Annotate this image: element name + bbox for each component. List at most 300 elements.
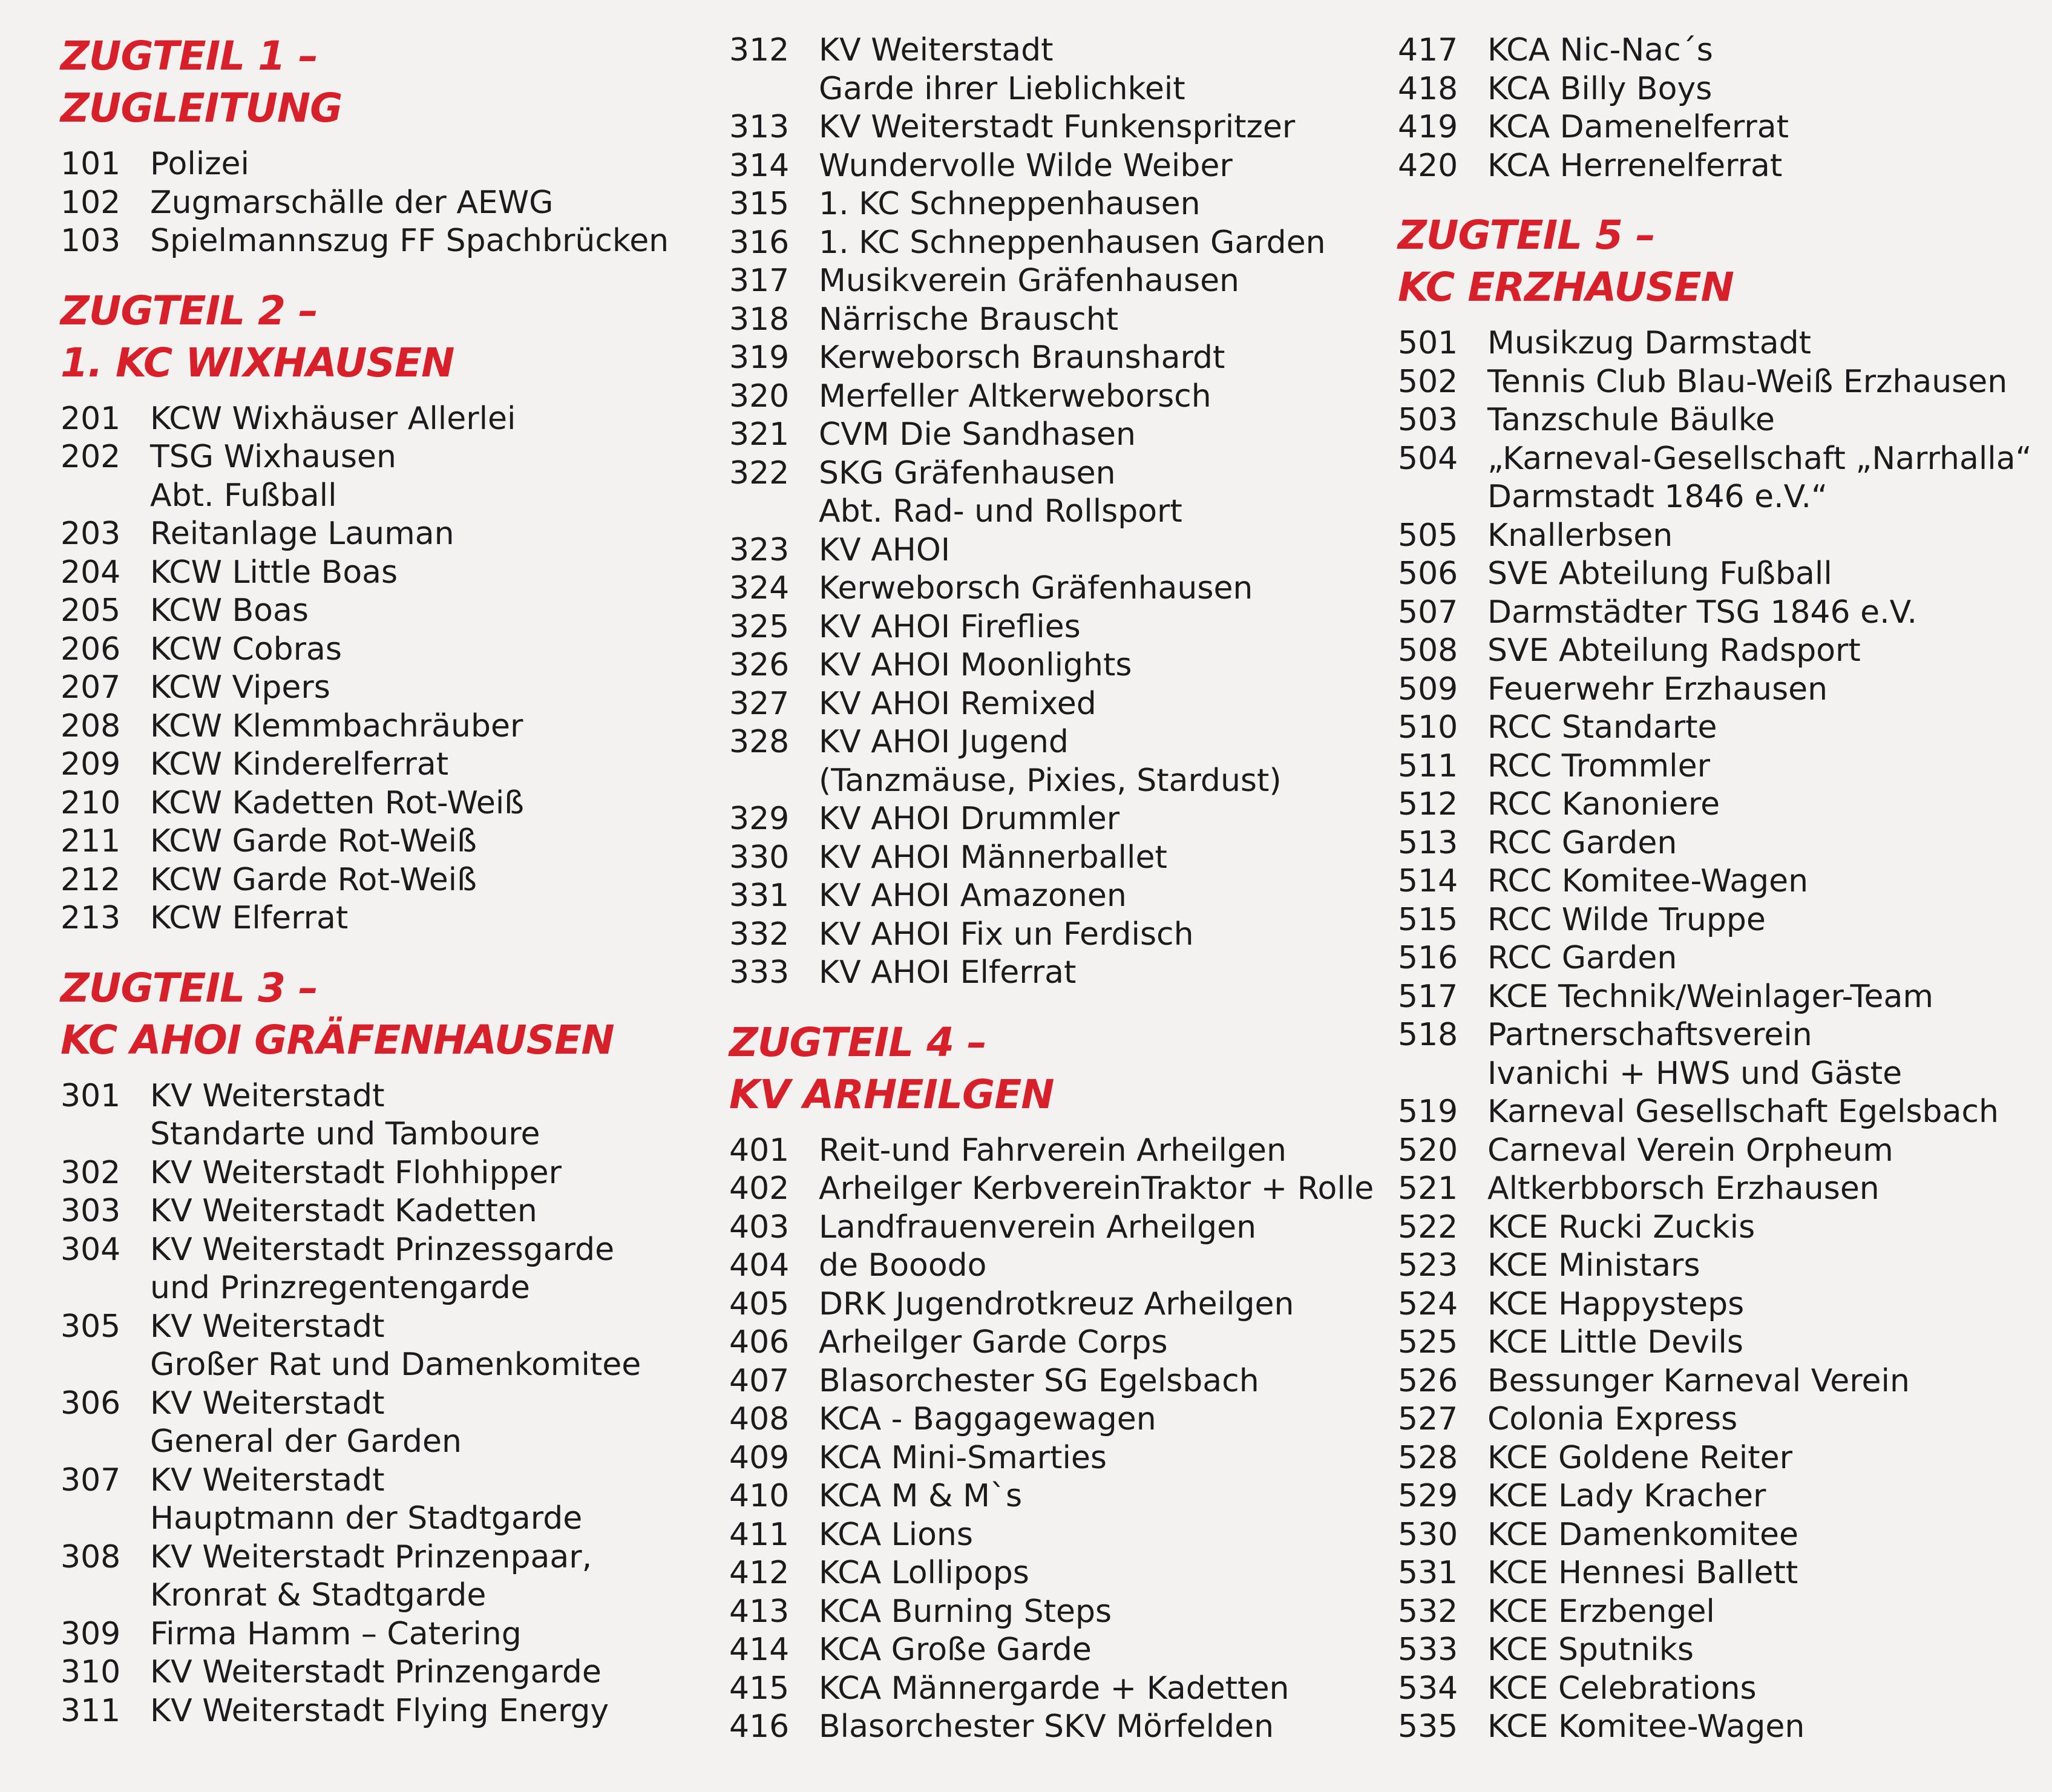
entry-number: 510: [1398, 709, 1458, 746]
entry-name-line: Blasorchester SKV Mörfelden: [819, 1708, 1274, 1745]
entry-number: 525: [1398, 1324, 1458, 1360]
entry-name-line: Großer Rat und Damenkomitee: [150, 1347, 641, 1383]
list-item: [1398, 1016, 2051, 1093]
entry-number: 310: [61, 1654, 121, 1690]
entry-name: [819, 531, 1383, 570]
entry-name: [819, 1439, 1383, 1478]
entry-name: [150, 1154, 714, 1193]
entry-name: [1487, 594, 2051, 632]
entry-name-line: KCW Garde Rot-Weiß: [150, 823, 477, 859]
list-item: [729, 800, 1383, 839]
list-item: [61, 1154, 714, 1193]
entry-name-line: KV Weiterstadt Prinzessgarde: [150, 1231, 615, 1268]
entry-name: [150, 1077, 714, 1154]
entry-name: [1487, 363, 2051, 402]
entry-name: [819, 1593, 1383, 1632]
entry-number: 330: [729, 839, 790, 876]
entry-name: [150, 861, 714, 900]
entry-name-line: KV Weiterstadt Flying Energy: [150, 1692, 609, 1729]
entry-name: [1487, 1554, 2051, 1593]
entry-name: [819, 378, 1383, 416]
entry-name: [819, 1285, 1383, 1324]
entry-number: 535: [1398, 1708, 1458, 1745]
entry-number: 515: [1398, 901, 1458, 938]
entry-number: 317: [729, 263, 790, 299]
entry-number: 407: [729, 1362, 790, 1399]
list-item: [729, 1708, 1383, 1747]
entry-name-line: Hauptmann der Stadtgarde: [150, 1500, 583, 1537]
entry-name: [150, 592, 714, 631]
list-item: [61, 592, 714, 631]
entry-name-line: TSG Wixhausen: [150, 439, 396, 475]
section-heading-line: ZUGTEIL 4 –: [729, 1019, 987, 1066]
entry-name: [819, 1554, 1383, 1593]
entry-name: [150, 1538, 714, 1615]
list-item: [1398, 824, 2051, 863]
entry-name: [1487, 324, 2051, 363]
list-item: [61, 1615, 714, 1654]
section-heading-line: KC AHOI GRÄFENHAUSEN: [61, 1016, 614, 1063]
entry-number: 319: [729, 340, 790, 376]
entry-name-line: RCC Garden: [1487, 824, 1677, 861]
entry-number: 307: [61, 1462, 121, 1498]
list-item: [1398, 632, 2051, 671]
entry-name: [819, 877, 1383, 916]
entry-name-line: 1. KC Schneppenhausen: [819, 186, 1201, 222]
entry-number: 327: [729, 685, 790, 722]
entry-number: 316: [729, 224, 790, 261]
entry-name-line: SVE Abteilung Fußball: [1487, 556, 1832, 592]
entry-number: 305: [61, 1308, 121, 1345]
entry-name-line: Feuerwehr Erzhausen: [1487, 671, 1828, 707]
entry-number: 511: [1398, 747, 1458, 784]
entry-name: [819, 31, 1383, 108]
entry-number: 418: [1398, 70, 1458, 107]
list-item: [61, 1077, 714, 1154]
entry-number: 529: [1398, 1478, 1458, 1514]
list-item: [729, 1247, 1383, 1285]
entry-name: [819, 301, 1383, 340]
list-item: [61, 1231, 714, 1308]
list-item: [729, 262, 1383, 301]
entry-name: [819, 1670, 1383, 1708]
entry-name: [1487, 978, 2051, 1017]
entry-name-line: Abt. Rad- und Rollsport: [819, 493, 1182, 530]
entry-number: 309: [61, 1615, 121, 1652]
entry-number: 302: [61, 1154, 121, 1191]
entry-number: 412: [729, 1555, 790, 1591]
list-item: [1398, 671, 2051, 709]
section-spacer: [729, 1121, 1383, 1132]
entry-name-line: Landfrauenverein Arheilgen: [819, 1209, 1257, 1246]
list-item: [729, 185, 1383, 224]
entry-name: [150, 822, 714, 861]
entry-name: [819, 147, 1383, 186]
entry-name-line: Arheilger KerbvereinTraktor + Rolle: [819, 1170, 1374, 1207]
entry-name-line: Abt. Fußball: [150, 477, 337, 514]
section-heading: [61, 285, 714, 389]
list-item: [61, 554, 714, 592]
entry-number: 326: [729, 647, 790, 683]
entry-name-line: KV Weiterstadt Prinzengarde: [150, 1654, 602, 1690]
entry-name-line: Wundervolle Wilde Weiber: [819, 147, 1233, 184]
entry-name-line: KCE Erzbengel: [1487, 1593, 1715, 1630]
entry-name: [1487, 1209, 2051, 1247]
entry-number: 203: [61, 516, 121, 552]
section-heading-line: KV ARHEILGEN: [729, 1071, 1054, 1118]
list-item: [729, 1209, 1383, 1247]
list-item: [61, 784, 714, 823]
entry-name: [1487, 555, 2051, 594]
entry-name: [819, 1516, 1383, 1555]
list-item: [729, 1670, 1383, 1708]
entry-number: 204: [61, 554, 121, 591]
entry-number: 411: [729, 1516, 790, 1553]
entry-name-line: Polizei: [150, 146, 249, 182]
entry-name-line: Garde ihrer Lieblichkeit: [819, 70, 1185, 107]
entry-name: [1487, 517, 2051, 556]
entry-number: 318: [729, 301, 790, 338]
entry-name-line: KCW Little Boas: [150, 554, 398, 591]
entry-name-line: KCW Cobras: [150, 631, 342, 668]
entry-name-line: Musikverein Gräfenhausen: [819, 263, 1240, 299]
entry-number: 205: [61, 592, 121, 629]
entry-name-line: Zugmarschälle der AEWG: [150, 184, 554, 221]
list-item: [1398, 1516, 2051, 1555]
entry-number: 303: [61, 1193, 121, 1229]
entry-name-line: und Prinzregentengarde: [150, 1270, 530, 1306]
entry-name-line: KCE Lady Kracher: [1487, 1478, 1766, 1514]
entry-name-line: KCW Kinderelferrat: [150, 746, 449, 783]
list-item: [61, 1692, 714, 1731]
entry-number: 306: [61, 1385, 121, 1422]
entry-number: 523: [1398, 1247, 1458, 1284]
entry-name: [150, 1308, 714, 1385]
list-item: [729, 531, 1383, 570]
entry-name-line: RCC Standarte: [1487, 709, 1717, 746]
entry-name: [1487, 786, 2051, 824]
entry-name: [1487, 1477, 2051, 1516]
entry-name-line: Carneval Verein Orpheum: [1487, 1132, 1893, 1169]
list-item: [729, 916, 1383, 954]
entry-name: [1487, 1132, 2051, 1170]
list-item: [61, 1192, 714, 1231]
entry-number: 501: [1398, 325, 1458, 361]
list-item: [61, 184, 714, 223]
entry-name-line: de Booodo: [819, 1247, 987, 1284]
list-item: [1398, 1324, 2051, 1362]
list-item: [1398, 786, 2051, 824]
entry-number: 420: [1398, 147, 1458, 184]
entry-name: [1487, 401, 2051, 440]
entry-name-line: General der Garden: [150, 1423, 462, 1460]
entry-name-line: KCW Wixhäuser Allerlei: [150, 400, 516, 437]
entry-number: 312: [729, 32, 790, 68]
list-item: [1398, 31, 2051, 70]
entry-number: 333: [729, 954, 790, 991]
entry-number: 102: [61, 184, 121, 221]
list-item: [1398, 1593, 2051, 1632]
entry-number: 314: [729, 147, 790, 184]
list-item: [729, 1170, 1383, 1209]
entry-number: 502: [1398, 363, 1458, 400]
entry-name: [819, 608, 1383, 647]
entry-name-line: KCW Garde Rot-Weiß: [150, 861, 477, 898]
list-item: [1398, 1400, 2051, 1439]
entry-name-line: KV AHOI: [819, 531, 951, 568]
entry-name-line: Standarte und Tamboure: [150, 1116, 540, 1152]
list-item: [1398, 901, 2051, 940]
entry-name: [150, 1192, 714, 1231]
entry-number: 417: [1398, 32, 1458, 68]
entry-name-line: Bessunger Karneval Verein: [1487, 1362, 1910, 1399]
entry-number: 202: [61, 439, 121, 475]
list-item: [61, 899, 714, 938]
entry-number: 207: [61, 669, 121, 706]
list-item: [729, 1477, 1383, 1516]
entry-number: 212: [61, 861, 121, 898]
entry-name-line: Kronrat & Stadtgarde: [150, 1577, 487, 1613]
entry-name-line: KCA Männergarde + Kadetten: [819, 1670, 1290, 1707]
entry-name-line: RCC Kanoniere: [1487, 786, 1720, 822]
entry-number: 328: [729, 724, 790, 760]
entry-number: 531: [1398, 1555, 1458, 1591]
entry-name: [1487, 824, 2051, 863]
list-item: [729, 108, 1383, 147]
list-item: [61, 1538, 714, 1615]
entry-name-line: KCE Hennesi Ballett: [1487, 1555, 1798, 1591]
entry-number: 530: [1398, 1516, 1458, 1553]
entry-name-line: KV AHOI Amazonen: [819, 878, 1127, 914]
entry-name-line: Partnerschaftsverein: [1487, 1017, 1812, 1053]
list-item: [729, 1132, 1383, 1170]
entry-name-line: Merfeller Altkerweborsch: [819, 378, 1211, 415]
entry-number: 519: [1398, 1094, 1458, 1130]
section-spacer: [61, 389, 714, 400]
entry-number: 517: [1398, 978, 1458, 1015]
entry-number: 313: [729, 109, 790, 145]
list-item: [1398, 939, 2051, 978]
entry-name: [1487, 147, 2051, 186]
entry-number: 521: [1398, 1170, 1458, 1207]
entry-name-line: KCW Klemmbachräuber: [150, 707, 523, 744]
entry-number: 325: [729, 608, 790, 645]
entry-name: [1487, 1631, 2051, 1670]
entry-name: [1487, 709, 2051, 747]
entry-name-line: 1. KC Schneppenhausen Garden: [819, 224, 1326, 261]
entry-name-line: KCW Boas: [150, 592, 309, 629]
entry-name-line: KCE Rucki Zuckis: [1487, 1209, 1755, 1246]
entry-name-line: KCA Nic-Nac´s: [1487, 32, 1713, 68]
entry-number: 503: [1398, 402, 1458, 438]
entry-name-line: KV AHOI Remixed: [819, 685, 1096, 722]
entry-name: [150, 1462, 714, 1538]
entry-number: 406: [729, 1324, 790, 1360]
list-item: [61, 669, 714, 707]
entry-name-line: KCA Lollipops: [819, 1555, 1029, 1591]
list-item: [729, 646, 1383, 685]
entry-number: 507: [1398, 594, 1458, 631]
list-item: [61, 707, 714, 746]
entry-name-line: KV Weiterstadt Prinzenpaar,: [150, 1538, 592, 1575]
entry-name: [150, 400, 714, 439]
entry-name-line: KV Weiterstadt: [150, 1308, 385, 1345]
list-item: [729, 839, 1383, 878]
entry-name-line: KCE Sputniks: [1487, 1632, 1694, 1668]
entry-name-line: KCW Elferrat: [150, 900, 349, 936]
entry-name-line: KCA Große Garde: [819, 1632, 1092, 1668]
entry-number: 413: [729, 1593, 790, 1630]
list-item: [1398, 594, 2051, 632]
entry-name: [1487, 1516, 2051, 1555]
entry-name: [1487, 31, 2051, 70]
entry-name-line: KCE Komitee-Wagen: [1487, 1708, 1805, 1745]
entry-number: 301: [61, 1077, 121, 1114]
list-item: [729, 378, 1383, 416]
section-spacer: [1398, 313, 2051, 324]
list-item: [1398, 1170, 2051, 1209]
list-item: [61, 1462, 714, 1538]
entry-name: [819, 455, 1383, 531]
entry-number: 532: [1398, 1593, 1458, 1630]
list-item: [1398, 108, 2051, 147]
entry-name-line: KCE Little Devils: [1487, 1324, 1743, 1360]
column-3: [1398, 0, 2051, 1747]
list-item: [1398, 70, 2051, 109]
list-item: [61, 1385, 714, 1462]
list-item: [1398, 440, 2051, 517]
entry-name: [150, 1653, 714, 1692]
entry-name: [819, 1247, 1383, 1285]
entry-name: [150, 515, 714, 554]
entry-number: 408: [729, 1401, 790, 1437]
entry-name: [819, 1132, 1383, 1170]
list-item: [1398, 1209, 2051, 1247]
list-item: [729, 1362, 1383, 1401]
list-item: [1398, 401, 2051, 440]
entry-name: [1487, 1670, 2051, 1708]
entry-name: [150, 145, 714, 184]
entry-name-line: RCC Komitee-Wagen: [1487, 863, 1809, 899]
entry-name-line: KCE Happysteps: [1487, 1285, 1745, 1322]
entry-name-line: KCE Goldene Reiter: [1487, 1439, 1792, 1476]
entry-name-line: Colonia Express: [1487, 1401, 1738, 1437]
entry-name-line: KCE Ministars: [1487, 1247, 1700, 1284]
entry-name: [819, 1477, 1383, 1516]
entry-number: 518: [1398, 1017, 1458, 1053]
list-item: [729, 1400, 1383, 1439]
entry-number: 322: [729, 455, 790, 491]
section-heading-line: ZUGTEIL 1 –: [61, 33, 318, 79]
entry-name: [819, 646, 1383, 685]
entry-name-line: Arheilger Garde Corps: [819, 1324, 1168, 1360]
list-item: [729, 877, 1383, 916]
column-1: [61, 0, 714, 1730]
entry-number: 201: [61, 400, 121, 437]
list-item: [61, 822, 714, 861]
entry-name: [819, 339, 1383, 378]
entry-name: [1487, 1439, 2051, 1478]
entry-name: [150, 707, 714, 746]
entry-number: 508: [1398, 632, 1458, 669]
entry-number: 329: [729, 801, 790, 837]
entry-name-line: KCE Technik/Weinlager-Team: [1487, 978, 1934, 1015]
entry-name-line: KCA M & M`s: [819, 1478, 1023, 1514]
entry-name-line: KV AHOI Elferrat: [819, 954, 1077, 991]
entry-name: [1487, 1362, 2051, 1401]
entry-name-line: RCC Trommler: [1487, 747, 1710, 784]
entry-number: 504: [1398, 440, 1458, 477]
entry-name: [819, 723, 1383, 800]
entry-number: 323: [729, 531, 790, 568]
entry-number: 509: [1398, 671, 1458, 707]
entry-number: 401: [729, 1132, 790, 1169]
entry-number: 304: [61, 1231, 121, 1268]
entry-number: 409: [729, 1439, 790, 1476]
entry-name: [819, 839, 1383, 878]
entry-name: [150, 438, 714, 515]
section-heading-line: KC ERZHAUSEN: [1398, 264, 1734, 310]
section-heading-line: ZUGTEIL 5 –: [1398, 212, 1656, 258]
entry-number: 410: [729, 1478, 790, 1514]
entry-name: [1487, 1400, 2051, 1439]
entry-name-line: KCE Damenkomitee: [1487, 1516, 1799, 1553]
entry-name-line: KV AHOI Drummler: [819, 801, 1120, 837]
entry-name-line: KV Weiterstadt Funkenspritzer: [819, 109, 1296, 145]
list-item: [1398, 517, 2051, 556]
list-item: [1398, 1670, 2051, 1708]
section-spacer: [1398, 185, 2051, 209]
list-item: [1398, 862, 2051, 901]
entry-name-line: Reit-und Fahrverein Arheilgen: [819, 1132, 1287, 1169]
list-item: [1398, 747, 2051, 786]
entry-name-line: KCA Billy Boys: [1487, 70, 1713, 107]
entry-name: [819, 1631, 1383, 1670]
entry-name: [150, 1615, 714, 1654]
entry-name-line: Firma Hamm – Catering: [150, 1615, 522, 1652]
section-heading: [729, 1017, 1383, 1121]
entry-name: [1487, 1324, 2051, 1362]
list-item: [1398, 1477, 2051, 1516]
entry-name: [819, 1708, 1383, 1747]
entry-name: [1487, 1247, 2051, 1285]
entry-name-line: Darmstädter TSG 1846 e.V.: [1487, 594, 1918, 631]
entry-name: [819, 954, 1383, 993]
entry-name: [150, 554, 714, 592]
entry-name-line: Musikzug Darmstadt: [1487, 325, 1812, 361]
entry-name-line: KV Weiterstadt: [150, 1077, 385, 1114]
entry-name-line: KCA Burning Steps: [819, 1593, 1112, 1630]
entry-name-line: SKG Gräfenhausen: [819, 455, 1116, 491]
entry-number: 414: [729, 1632, 790, 1668]
list-item: [1398, 1439, 2051, 1478]
list-item: [729, 1554, 1383, 1593]
list-item: [729, 301, 1383, 340]
entry-number: 211: [61, 823, 121, 859]
entry-name-line: RCC Garden: [1487, 940, 1677, 976]
entry-number: 208: [61, 707, 121, 744]
entry-number: 516: [1398, 940, 1458, 976]
entry-number: 524: [1398, 1285, 1458, 1322]
list-item: [729, 1324, 1383, 1362]
list-item: [729, 1516, 1383, 1555]
entry-number: 320: [729, 378, 790, 415]
entry-name: [1487, 1593, 2051, 1632]
list-item: [61, 1653, 714, 1692]
entry-number: 528: [1398, 1439, 1458, 1476]
list-item: [729, 685, 1383, 724]
entry-name: [819, 800, 1383, 839]
